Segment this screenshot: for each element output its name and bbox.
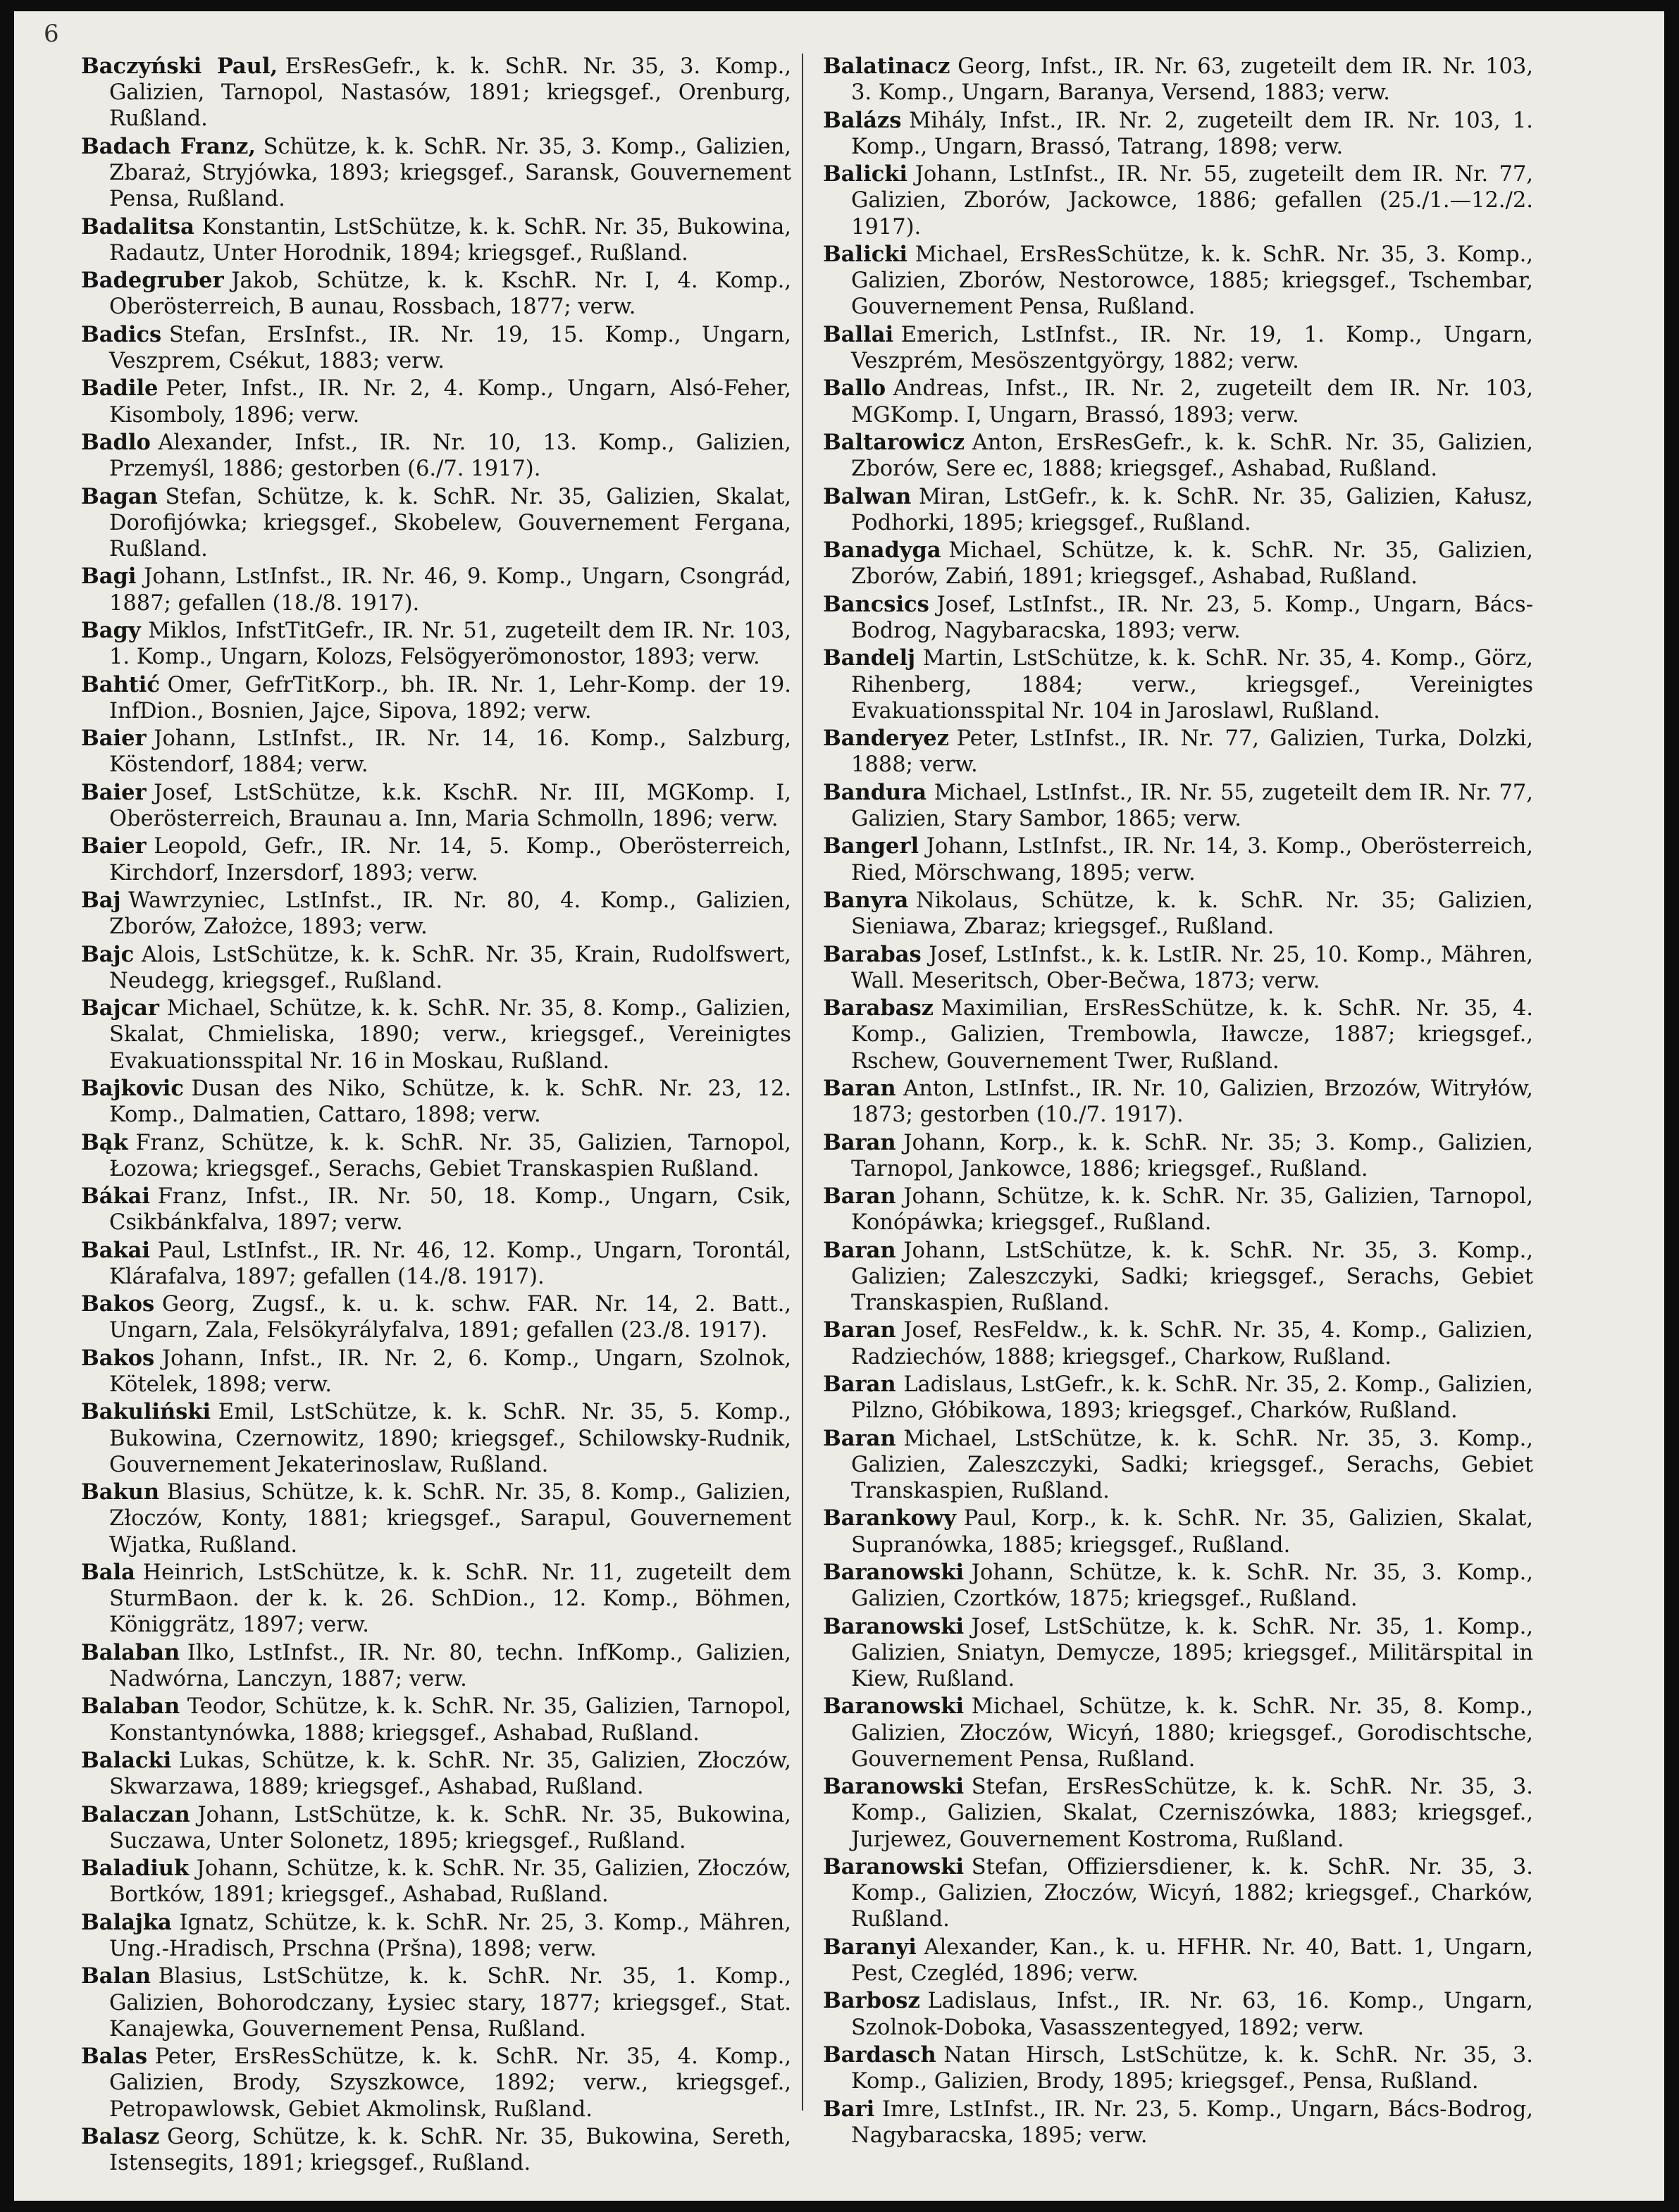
entry-details: Jakob, Schütze, k. k. KschR. Nr. I, 4. Komp., Oberösterreich, B aunau, Rossbach, 1877; verw. (109, 268, 791, 320)
entry-surname: Bancsics (823, 591, 929, 617)
casualty-entry (81, 1183, 791, 1236)
casualty-entry (81, 2044, 791, 2123)
entry-details: Nikolaus, Schütze, k. k. SchR. Nr. 35; Galizien, Sieniawa, Zbaraz; kriegsgef., Rußland. (851, 888, 1533, 940)
casualty-entry (823, 942, 1533, 994)
entry-details: Georg, Zugsf., k. u. k. schw. FAR. Nr. 14, 2. Batt., Ungarn, Zala, Felsökyrályfalva, 1891; gefallen (23./8. 1917). (109, 1292, 791, 1343)
entry-details: Franz, Schütze, k. k. SchR. Nr. 35, Galizien, Tarnopol, Łozowa; kriegsgef., Serachs, Gebiet Transkaspien Rußland. (109, 1130, 791, 1181)
entry-surname: Badach Franz, (81, 133, 256, 159)
casualty-entry (823, 54, 1533, 106)
entry-details: Michael, LstInfst., IR. Nr. 55, zugeteilt dem IR. Nr. 77, Galizien, Stary Sambor, 1865; verw. (851, 780, 1533, 831)
casualty-entry (823, 2096, 1533, 2149)
casualty-entry (823, 833, 1533, 886)
casualty-entry (823, 161, 1533, 240)
entry-surname: Banyra (823, 887, 909, 913)
casualty-entry (81, 1856, 791, 1908)
entry-surname: Balajka (81, 1909, 172, 1935)
casualty-entry (81, 1963, 791, 2042)
entry-surname: Baran (823, 1317, 896, 1343)
entry-surname: Balasz (81, 2124, 160, 2150)
entry-surname: Baranowski (823, 1694, 965, 1720)
entry-surname: Baj (81, 887, 121, 913)
entry-details: Emil, LstSchütze, k. k. SchR. Nr. 35, 5. Komp., Bukowina, Czernowitz, 1890; kriegsgef., Schilowsky-Rudnik, Gouvernement Jekaterinoslaw, Rußland. (109, 1400, 791, 1477)
casualty-entry (81, 1346, 791, 1398)
entry-details: Imre, LstInfst., IR. Nr. 23, 5. Komp., Ungarn, Bács-Bodrog, Nagybaracska, 1895; verw. (851, 2096, 1533, 2148)
casualty-entry (81, 2124, 791, 2176)
casualty-entry (823, 2042, 1533, 2094)
entry-surname: Barabas (823, 941, 922, 967)
entry-details: Johann, Schütze, k. k. SchR. Nr. 35, Galizien, Złoczów, Bortków, 1891; kriegsgef., Ashabad, Rußland. (109, 1856, 791, 1908)
entry-surname: Bajc (81, 941, 135, 967)
entry-surname: Bari (823, 2096, 875, 2122)
entry-details: Teodor, Schütze, k. k. SchR. Nr. 35, Galizien, Tarnopol, Konstantynówka, 1888; kriegsgef., Ashabad, Rußland. (109, 1694, 791, 1746)
entry-surname: Balaban (81, 1639, 180, 1665)
entry-details: Mihály, Infst., IR. Nr. 2, zugeteilt dem IR. Nr. 103, 1. Komp., Ungarn, Brassó, Tatrang, 1898; verw. (851, 108, 1533, 159)
entry-surname: Badile (81, 375, 159, 402)
entry-details: Dusan des Niko, Schütze, k. k. SchR. Nr. 23, 12. Komp., Dalmatien, Cattaro, 1898; verw. (109, 1076, 791, 1128)
column-divider (802, 54, 803, 2111)
entry-surname: Barankowy (823, 1505, 957, 1531)
entry-details: Maximilian, ErsResSchütze, k. k. SchR. Nr. 35, 4. Komp., Galizien, Trembowla, Iławcze, 1887; kriegsgef., Rschew, Gouvernement Twer, Rußland. (851, 996, 1533, 1074)
right-column (823, 54, 1533, 2150)
entry-surname: Balaczan (81, 1801, 190, 1827)
entry-details: Johann, LstSchütze, k. k. SchR. Nr. 35, Bukowina, Suczawa, Unter Solonetz, 1895; kriegsgef., Rußland. (109, 1802, 791, 1853)
casualty-entry (81, 833, 791, 886)
entry-surname: Baranowski (823, 1774, 965, 1800)
entry-details: Blasius, Schütze, k. k. SchR. Nr. 35, 8. Komp., Galizien, Złoczów, Konty, 1881; kriegsgef., Sarapul, Gouvernement Wjatka, Rußland. (109, 1480, 791, 1558)
entry-surname: Baranowski (823, 1613, 965, 1639)
entry-details: Johann, LstInfst., IR. Nr. 14, 16. Komp., Salzburg, Köstendorf, 1884; verw. (109, 726, 791, 778)
entry-surname: Baczyński Paul, (81, 54, 278, 79)
casualty-entry (81, 1910, 791, 1962)
casualty-entry (823, 1183, 1533, 1236)
entry-details: Josef, LstSchütze, k.k. KschR. Nr. III, MGKomp. I, Oberösterreich, Braunau a. Inn, Maria Schmolln, 1896; verw. (109, 780, 791, 831)
entry-surname: Bala (81, 1560, 135, 1586)
entry-details: Alexander, Kan., k. u. HFHR. Nr. 40, Batt. 1, Ungarn, Pest, Czegléd, 1896; verw. (851, 1934, 1533, 1987)
entry-surname: Bandelj (823, 645, 916, 671)
entry-details: Ladislaus, Infst., IR. Nr. 63, 16. Komp., Ungarn, Szolnok-Doboka, Vasasszentegyed, 1892; verw. (851, 1989, 1533, 2040)
entry-details: Paul, LstInfst., IR. Nr. 46, 12. Komp., Ungarn, Torontál, Klárafalva, 1897; gefallen (14./8. 1917). (109, 1238, 791, 1289)
entry-surname: Balázs (823, 107, 902, 133)
casualty-entry (81, 672, 791, 724)
entry-surname: Baladiuk (81, 1856, 190, 1882)
entry-surname: Barbosz (823, 1988, 920, 2014)
entry-details: Ilko, LstInfst., IR. Nr. 80, techn. InfKomp., Galizien, Nadwórna, Lanczyn, 1887; verw. (109, 1640, 791, 1692)
entry-details: Josef, LstInfst., k. k. LstIR. Nr. 25, 10. Komp., Mähren, Wall. Meseritsch, Ober-Bečwa, 1873; verw. (851, 942, 1533, 993)
casualty-entry (81, 1694, 791, 1746)
entry-details: Konstantin, LstSchütze, k. k. SchR. Nr. 35, Bukowina, Radautz, Unter Horodnik, 1894; kriegsgef., Rußland. (109, 214, 791, 266)
entry-details: Michael, ErsResSchütze, k. k. SchR. Nr. 35, 3. Komp., Galizien, Zborów, Nestorowce, 1885; kriegsgef., Tschembar, Gouvernement Pensa, Rußland. (851, 242, 1533, 320)
entry-details: Alois, LstSchütze, k. k. SchR. Nr. 35, Krain, Rudolfswert, Neudegg, kriegsgef., Rußland. (109, 942, 791, 993)
entry-details: ErsResGefr., k. k. SchR. Nr. 35, 3. Komp., Galizien, Tarnopol, Nastasów, 1891; kriegsgef., Orenburg, Rußland. (109, 54, 791, 132)
casualty-entry (81, 1130, 791, 1182)
entry-details: Anton, LstInfst., IR. Nr. 10, Galizien, Brzozów, Witryłów, 1873; gestorben (10./7. 1917). (851, 1076, 1533, 1128)
entry-details: Josef, LstInfst., IR. Nr. 23, 5. Komp., Ungarn, Bács-Bodrog, Nagybaracska, 1893; verw. (851, 592, 1533, 643)
entry-surname: Baran (823, 1372, 896, 1398)
entry-surname: Baranowski (823, 1854, 965, 1880)
casualty-entry (81, 888, 791, 940)
casualty-entry (823, 1988, 1533, 2040)
entry-surname: Balan (81, 1963, 151, 1989)
entry-details: Johann, LstInfst., IR. Nr. 55, zugeteilt dem IR. Nr. 77, Galizien, Zborów, Jackowce, 1886; gefallen (25./1.—12./2. 1917). (851, 162, 1533, 240)
casualty-entry (823, 1238, 1533, 1317)
casualty-entry (81, 1802, 791, 1854)
entry-details: Anton, ErsResGefr., k. k. SchR. Nr. 35, Galizien, Zborów, Sere ec, 1888; kriegsgef., Ashabad, Rußland. (851, 430, 1533, 482)
entry-details: Schütze, k. k. SchR. Nr. 35, 3. Komp., Galizien, Zbaraż, Stryjówka, 1893; kriegsgef., Saransk, Gouvernement Pensa, Rußland. (109, 134, 791, 212)
entry-surname: Ballo (823, 375, 886, 402)
casualty-entry (81, 1076, 791, 1128)
entry-surname: Bakos (81, 1345, 155, 1371)
casualty-entry (81, 1399, 791, 1478)
entry-surname: Badegruber (81, 268, 224, 294)
entry-details: Johann, Korp., k. k. SchR. Nr. 35; 3. Komp., Galizien, Tarnopol, Jankowce, 1886; kriegsgef., Rußland. (851, 1130, 1533, 1181)
entry-details: Emerich, LstInfst., IR. Nr. 19, 1. Komp., Ungarn, Veszprém, Mesöszentgyörgy, 1882; verw. (851, 322, 1533, 373)
casualty-entry (81, 322, 791, 374)
entry-details: Wawrzyniec, LstInfst., IR. Nr. 80, 4. Komp., Galizien, Zborów, Założce, 1893; verw. (109, 888, 791, 940)
casualty-entry (81, 1748, 791, 1800)
casualty-entry (81, 375, 791, 428)
page-number: 6 (44, 20, 59, 48)
entry-surname: Bangerl (823, 833, 919, 859)
casualty-entry (81, 54, 791, 132)
entry-details: Stefan, Schütze, k. k. SchR. Nr. 35, Galizien, Skalat, Dorofijówka; kriegsgef., Skobelew, Gouvernement Fergana, Rußland. (109, 484, 791, 561)
casualty-entry (81, 1238, 791, 1290)
casualty-entry (823, 108, 1533, 160)
casualty-entry (823, 780, 1533, 832)
entry-details: Natan Hirsch, LstSchütze, k. k. SchR. Nr. 35, 3. Komp., Galizien, Brody, 1895; kriegsgef., Pensa, Rußland. (851, 2043, 1533, 2094)
casualty-entry (823, 242, 1533, 321)
entry-surname: Bakuliński (81, 1399, 211, 1425)
casualty-entry (81, 942, 791, 994)
entry-surname: Bąk (81, 1129, 128, 1155)
casualty-entry (823, 1426, 1533, 1505)
entry-surname: Balwan (823, 483, 912, 509)
entry-surname: Banderyez (823, 726, 949, 752)
casualty-entry (81, 214, 791, 266)
entry-surname: Bandura (823, 779, 927, 805)
entry-surname: Baier (81, 779, 147, 805)
casualty-entry (823, 1774, 1533, 1853)
casualty-entry (81, 430, 791, 482)
entry-surname: Badlo (81, 429, 151, 455)
entry-details: Omer, GefrTitKorp., bh. IR. Nr. 1, Lehr-Komp. der 19. InfDion., Bosnien, Jajce, Sipova, 1892; verw. (109, 672, 791, 723)
entry-details: Peter, LstInfst., IR. Nr. 77, Galizien, Turka, Dolzki, 1888; verw. (851, 726, 1533, 778)
entry-details: Paul, Korp., k. k. SchR. Nr. 35, Galizien, Skalat, Supranówka, 1885; kriegsgef., Rußland. (851, 1506, 1533, 1558)
casualty-entry (823, 430, 1533, 482)
entry-surname: Baran (823, 1425, 896, 1451)
casualty-entry (823, 322, 1533, 374)
entry-details: Franz, Infst., IR. Nr. 50, 18. Komp., Ungarn, Csik, Csikbánkfalva, 1897; verw. (109, 1184, 791, 1236)
entry-details: Stefan, ErsInfst., IR. Nr. 19, 15. Komp., Ungarn, Veszprem, Csékut, 1883; verw. (109, 322, 791, 373)
entry-surname: Baranowski (823, 1560, 965, 1586)
entry-details: Ignatz, Schütze, k. k. SchR. Nr. 25, 3. Komp., Mähren, Ung.-Hradisch, Prschna (Pršna), 1898; verw. (109, 1910, 791, 1962)
casualty-entry (823, 1694, 1533, 1772)
entry-details: Stefan, Offiziersdiener, k. k. SchR. Nr. 35, 3. Komp., Galizien, Złoczów, Wicyń, 1882; kriegsgef., Charków, Rußland. (851, 1855, 1533, 1932)
entry-surname: Balacki (81, 1748, 172, 1774)
casualty-entry (81, 268, 791, 320)
entry-details: Georg, Infst., IR. Nr. 63, zugeteilt dem IR. Nr. 103, 3. Komp., Ungarn, Baranya, Versend, 1883; verw. (851, 54, 1533, 106)
entry-surname: Baranyi (823, 1934, 917, 1960)
casualty-entry (823, 1076, 1533, 1128)
casualty-entry (81, 618, 791, 670)
entry-details: Blasius, LstSchütze, k. k. SchR. Nr. 35, 1. Komp., Galizien, Bohorodczany, Łysiec stary, 1877; kriegsgef., Stat. Kanajewka, Gouvernement Pensa, Rußland. (109, 1964, 791, 2042)
document-page (14, 11, 1664, 2201)
entry-surname: Baier (81, 833, 147, 859)
casualty-entry (81, 1479, 791, 1558)
entry-surname: Balatinacz (823, 54, 950, 79)
entry-surname: Baran (823, 1075, 896, 1101)
entry-details: Johann, Schütze, k. k. SchR. Nr. 35, Galizien, Tarnopol, Konópáwka; kriegsgef., Rußland. (851, 1184, 1533, 1236)
casualty-entry (81, 564, 791, 616)
entry-surname: Bajkovic (81, 1075, 184, 1101)
entry-details: Georg, Schütze, k. k. SchR. Nr. 35, Bukowina, Sereth, Istensegits, 1891; kriegsgef., Rußland. (109, 2125, 791, 2176)
entry-details: Andreas, Infst., IR. Nr. 2, zugeteilt dem IR. Nr. 103, MGKomp. I, Ungarn, Brassó, 1893; verw. (851, 376, 1533, 428)
casualty-entry (81, 1640, 791, 1692)
entry-surname: Balicki (823, 161, 908, 187)
casualty-entry (823, 1317, 1533, 1369)
entry-surname: Barabasz (823, 995, 934, 1021)
entry-surname: Baran (823, 1237, 896, 1263)
casualty-entry (823, 1854, 1533, 1933)
entry-surname: Bákai (81, 1183, 151, 1210)
casualty-entry (823, 1130, 1533, 1182)
casualty-entry (81, 134, 791, 213)
entry-surname: Balicki (823, 241, 908, 267)
entry-details: Miran, LstGefr., k. k. SchR. Nr. 35, Galizien, Kałusz, Podhorki, 1895; kriegsgef., Rußland. (851, 484, 1533, 535)
entry-surname: Ballai (823, 321, 894, 347)
entry-details: Josef, ResFeldw., k. k. SchR. Nr. 35, 4. Komp., Galizien, Radziechów, 1888; kriegsgef., Charkow, Rußland. (851, 1318, 1533, 1369)
entry-details: Johann, LstInfst., IR. Nr. 46, 9. Komp., Ungarn, Csongrád, 1887; gefallen (18./8. 1917). (109, 564, 791, 616)
entry-surname: Baran (823, 1129, 896, 1155)
entry-details: Michael, Schütze, k. k. SchR. Nr. 35, 8. Komp., Galizien, Złoczów, Wicyń, 1880; kriegsgef., Gorodischtsche, Gouvernement Pensa, Rußland. (851, 1694, 1533, 1772)
entry-details: Leopold, Gefr., IR. Nr. 14, 5. Komp., Oberösterreich, Kirchdorf, Inzersdorf, 1893; verw. (109, 834, 791, 886)
entry-details: Heinrich, LstSchütze, k. k. SchR. Nr. 11, zugeteilt dem SturmBaon. der k. k. 26. SchDion., 12. Komp., Böhmen, Königgrätz, 1897; verw. (109, 1560, 791, 1638)
entry-details: Miklos, InfstTitGefr., IR. Nr. 51, zugeteilt dem IR. Nr. 103, 1. Komp., Ungarn, Kolozs, Felsögyerömonostor, 1893; verw. (109, 618, 791, 670)
casualty-entry (823, 375, 1533, 428)
casualty-entry (823, 592, 1533, 644)
entry-surname: Bajcar (81, 995, 159, 1021)
entry-details: Josef, LstSchütze, k. k. SchR. Nr. 35, 1. Komp., Galizien, Sniatyn, Demycze, 1895; kriegsgef., Militärspital in Kiew, Rußland. (851, 1614, 1533, 1692)
entry-surname: Banadyga (823, 538, 941, 564)
entry-surname: Bakai (81, 1237, 151, 1263)
casualty-entry (823, 645, 1533, 724)
entry-details: Michael, LstSchütze, k. k. SchR. Nr. 35, 3. Komp., Galizien, Zaleszczyki, Sadki; kriegsgef., Serachs, Gebiet Transkaspien, Rußland. (851, 1426, 1533, 1504)
entry-details: Stefan, ErsResSchütze, k. k. SchR. Nr. 35, 3. Komp., Galizien, Skalat, Czerniszówka, 1883; kriegsgef., Jurjewez, Gouvernement Kostroma, Rußland. (851, 1775, 1533, 1852)
entry-details: Ladislaus, LstGefr., k. k. SchR. Nr. 35, 2. Komp., Galizien, Pilzno, Głóbikowa, 1893; kriegsgef., Charków, Rußland. (851, 1372, 1533, 1424)
entry-surname: Bagan (81, 483, 158, 509)
casualty-entry (823, 538, 1533, 590)
entry-surname: Baltarowicz (823, 429, 965, 455)
entry-surname: Baier (81, 726, 147, 752)
entry-details: Johann, Infst., IR. Nr. 2, 6. Komp., Ungarn, Szolnok, Kötelek, 1898; verw. (109, 1346, 791, 1398)
entry-surname: Balaban (81, 1694, 180, 1720)
entry-surname: Badics (81, 321, 162, 347)
entry-details: Johann, LstInfst., IR. Nr. 14, 3. Komp., Oberösterreich, Ried, Mörschwang, 1895; verw. (851, 834, 1533, 886)
entry-surname: Bakos (81, 1291, 155, 1317)
left-column (81, 54, 791, 2178)
casualty-entry (823, 888, 1533, 940)
casualty-entry (81, 995, 791, 1074)
casualty-entry (823, 1934, 1533, 1987)
casualty-entry (823, 484, 1533, 536)
entry-details: Peter, Infst., IR. Nr. 2, 4. Komp., Ungarn, Alsó-Feher, Kisomboly, 1896; verw. (109, 376, 791, 428)
casualty-entry (81, 1560, 791, 1639)
entry-details: Johann, LstSchütze, k. k. SchR. Nr. 35, 3. Komp., Galizien; Zaleszczyki, Sadki; kriegsgef., Serachs, Gebiet Transkaspien, Rußland. (851, 1238, 1533, 1316)
casualty-entry (823, 1372, 1533, 1424)
casualty-entry (823, 1505, 1533, 1558)
casualty-entry (81, 726, 791, 778)
entry-surname: Bagy (81, 617, 141, 643)
entry-details: Peter, ErsResSchütze, k. k. SchR. Nr. 35, 4. Komp., Galizien, Brody, Szyszkowce, 1892; verw., kriegsgef., Petropawlowsk, Gebiet Akmolinsk, Rußland. (109, 2044, 791, 2122)
entry-surname: Bakun (81, 1479, 160, 1505)
entry-details: Martin, LstSchütze, k. k. SchR. Nr. 35, 4. Komp., Görz, Rihenberg, 1884; verw., kriegsgef., Vereinigtes Evakuationsspital Nr. 104 in Jaroslawl, Rußland. (851, 646, 1533, 723)
entry-surname: Bagi (81, 564, 137, 590)
entry-details: Michael, Schütze, k. k. SchR. Nr. 35, 8. Komp., Galizien, Skalat, Chmieliska, 1890; verw., kriegsgef., Vereinigtes Evakuationsspital Nr. 16 in Moskau, Rußland. (109, 996, 791, 1074)
casualty-entry (81, 1291, 791, 1343)
casualty-entry (823, 1560, 1533, 1612)
casualty-entry (81, 484, 791, 563)
entry-surname: Badalitsa (81, 213, 194, 240)
casualty-entry (823, 995, 1533, 1074)
entry-details: Alexander, Infst., IR. Nr. 10, 13. Komp., Galizien, Przemyśl, 1886; gestorben (6./7. 1917). (109, 430, 791, 482)
casualty-entry (823, 726, 1533, 778)
entry-surname: Bahtić (81, 671, 160, 697)
entry-details: Michael, Schütze, k. k. SchR. Nr. 35, Galizien, Zborów, Zabiń, 1891; kriegsgef., Ashabad, Rußland. (851, 538, 1533, 590)
casualty-entry (823, 1614, 1533, 1693)
entry-details: Johann, Schütze, k. k. SchR. Nr. 35, 3. Komp., Galizien, Czortków, 1875; kriegsgef., Rußland. (851, 1560, 1533, 1612)
entry-details: Lukas, Schütze, k. k. SchR. Nr. 35, Galizien, Złoczów, Skwarzawa, 1889; kriegsgef., Ashabad, Rußland. (109, 1748, 791, 1800)
casualty-entry (81, 780, 791, 832)
entry-surname: Baran (823, 1183, 896, 1210)
entry-surname: Bardasch (823, 2042, 936, 2068)
entry-surname: Balas (81, 2044, 148, 2070)
